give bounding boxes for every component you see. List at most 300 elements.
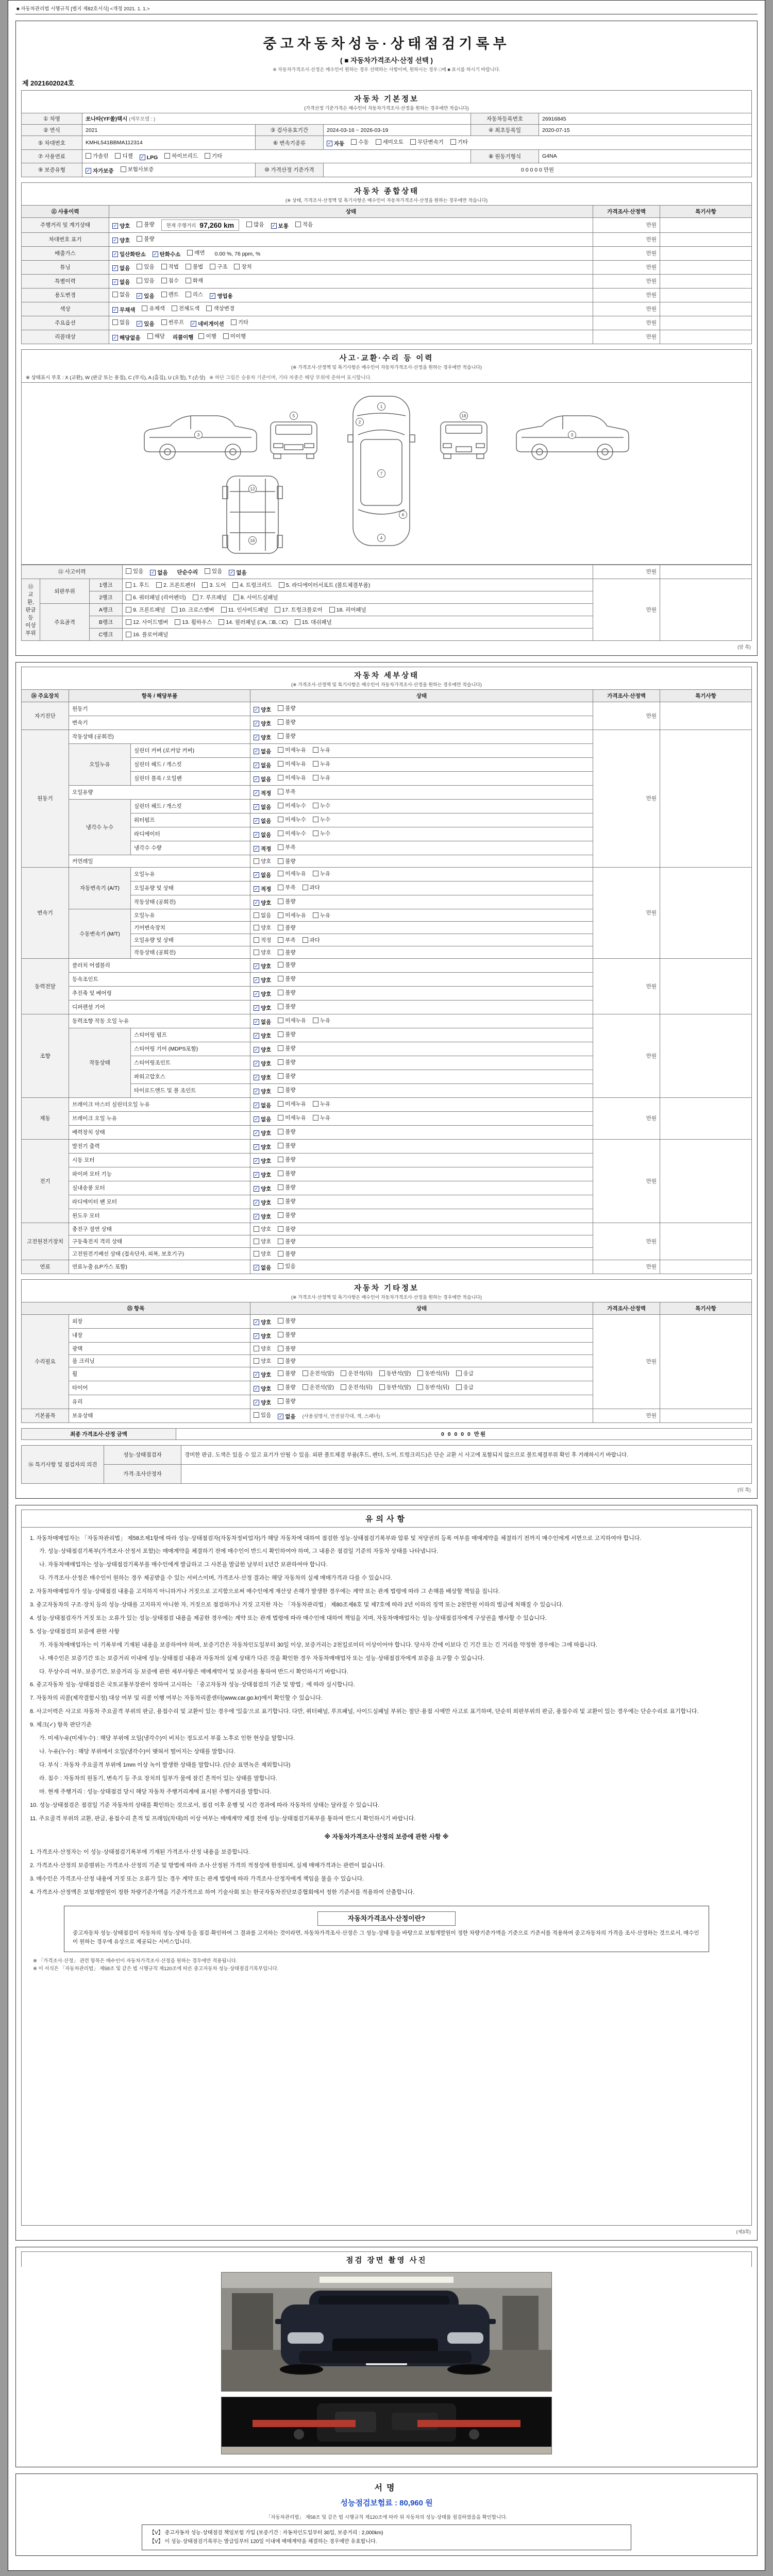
vehicle-name-value: 쏘나타(YF쏠)택시 (세부모델 : ): [82, 113, 471, 125]
checkbox-unchecked[interactable]: 불량: [278, 975, 295, 982]
checkbox-checked[interactable]: ✓ 있음: [138, 320, 155, 327]
status-checkboxes: [250, 986, 593, 1000]
checkbox-checked[interactable]: ✓ 없음: [254, 804, 272, 810]
exchange-damage-label: ⑬ 교환, 판금 등 이상 부위: [22, 579, 40, 640]
item-label: 라디에이터 팬 모터: [69, 1195, 250, 1209]
status-checkboxes: [250, 895, 593, 909]
checkbox-checked[interactable]: ✓ 네비게이션: [191, 320, 224, 327]
checkbox-unchecked[interactable]: 불량: [278, 1238, 295, 1245]
checkbox-checked[interactable]: ✓ 없음: [254, 762, 272, 769]
checkbox-checked[interactable]: ✓ 없음: [254, 1116, 272, 1123]
checkbox-unchecked[interactable]: 무단변속기: [410, 138, 444, 146]
checkbox-checked[interactable]: ✓ 양호: [113, 223, 130, 229]
checkbox-unchecked[interactable]: 불량: [278, 1211, 295, 1219]
checkbox-checked[interactable]: ✓ 자동: [327, 141, 345, 147]
checkbox-unchecked[interactable]: 불량: [278, 1086, 295, 1094]
checkbox-unchecked[interactable]: 누유: [313, 1016, 330, 1024]
overall-status-row: [22, 274, 752, 288]
status-checkboxes: [250, 1367, 593, 1381]
checkbox-checked[interactable]: ✓ 양호: [254, 1060, 272, 1067]
field-label: ⑦ 사용연료: [22, 150, 82, 163]
checkbox-unchecked[interactable]: 양호: [254, 857, 271, 865]
checkbox-checked[interactable]: ✓ 양호: [113, 237, 130, 244]
checkbox-unchecked[interactable]: 불량: [278, 1156, 295, 1163]
checkbox-unchecked[interactable]: 누유: [313, 870, 330, 877]
checkbox-unchecked[interactable]: 해당: [147, 332, 165, 340]
checkbox-checked[interactable]: ✓ 적정: [254, 886, 272, 892]
price-cell: 만원: [593, 1223, 660, 1260]
price-appraisal-definition-box: [64, 1906, 709, 1952]
checkbox-unchecked[interactable]: 불량: [278, 1397, 295, 1405]
checkbox-unchecked[interactable]: 부족: [278, 788, 295, 795]
field-label: ② 연식: [22, 125, 82, 136]
checkbox-unchecked[interactable]: 미세누수: [278, 829, 306, 837]
item-label: 주행거리 및 계기상태: [22, 217, 109, 232]
checkbox-checked[interactable]: ✓ 없음: [113, 279, 130, 285]
notice-paragraph: 1. 가격조사·산정자는 이 성능·상태점검기록부에 기재된 가격조사·산정 내용을 보증합니다.: [30, 1849, 250, 1856]
inspection-insurance-fee: 성능점검보험료 : 80,960 원: [340, 2498, 433, 2507]
checkbox-unchecked[interactable]: 양호: [254, 1238, 271, 1245]
checkbox-checked[interactable]: ✓ 없음: [230, 569, 247, 576]
item-label: 고전원전기배선 상태 (접속단자, 피복, 보호기구): [69, 1247, 250, 1260]
item-label: 브레이크 마스터 실린더오일 누유: [69, 1097, 250, 1111]
notice-paragraph: 3. 중고자동차의 구조·장치 등의 성능·상태를 고지하지 아니한 자, 거짓으로 점검하거나 거짓 고지한 자는 「자동차관리법」 제80조제6호 및 제7호에 따라 2년 이하의 징역 또는 2천만원 이하의 벌금에 처해질 수 있습니다.: [30, 1602, 564, 1608]
price-cell: 만원: [593, 232, 660, 246]
rankA-parts: [123, 603, 593, 616]
checkbox-checked[interactable]: ✓ 양호: [254, 977, 272, 984]
detail-condition-table: [21, 689, 752, 1274]
checkbox-unchecked[interactable]: 불량: [278, 1044, 295, 1052]
status-checkboxes: [250, 881, 593, 895]
checkbox-unchecked[interactable]: 누유: [313, 1114, 330, 1122]
checkbox-unchecked[interactable]: 불량: [278, 1183, 295, 1191]
notice-paragraph: 11. 주요골격 부위의 교환, 판금, 용접수리 흔적 및 프레임(차대)의 이상 여부는 매매계약 체결 전에 성능·상태점검기록부를 통하여 반드시 확인하시기 바랍니다.: [30, 1815, 416, 1822]
checkbox-unchecked[interactable]: 11. 인사이드패널: [221, 606, 268, 614]
item-label: 리콜대상: [22, 330, 109, 344]
checkbox-unchecked[interactable]: 없음: [254, 911, 271, 919]
checkbox-unchecked[interactable]: 렌트: [161, 291, 179, 298]
checkbox-unchecked[interactable]: 부족: [278, 936, 295, 944]
checkbox-unchecked[interactable]: 동반석(앞): [379, 1383, 411, 1391]
overall-status-row: [22, 246, 752, 260]
checkbox-unchecked[interactable]: 유채색: [142, 304, 164, 312]
checkbox-checked[interactable]: ✓ 양호: [254, 1130, 272, 1137]
detail-condition-row: [22, 1260, 752, 1274]
checkbox-unchecked[interactable]: 장치: [234, 263, 251, 270]
checkbox-unchecked[interactable]: 불량: [278, 704, 295, 712]
checkbox-checked[interactable]: ✓ 양호: [254, 706, 272, 713]
checkbox-unchecked[interactable]: 미세누유: [278, 1016, 306, 1024]
checkbox-unchecked[interactable]: 불량: [278, 897, 295, 905]
checkbox-unchecked[interactable]: 과다: [303, 936, 320, 944]
checkbox-checked[interactable]: ✓ 없음: [151, 569, 168, 576]
checkbox-checked[interactable]: ✓ 양호: [254, 1399, 272, 1406]
checkbox-unchecked[interactable]: 불량: [278, 732, 295, 740]
checkbox-checked[interactable]: ✓ 양호: [254, 1088, 272, 1095]
checkbox-unchecked[interactable]: 불량: [278, 1170, 295, 1177]
status-cell: [109, 260, 593, 274]
checkbox-unchecked[interactable]: 불량: [278, 948, 295, 956]
column-header: 상태: [250, 689, 593, 702]
price-cell: 만원: [593, 1139, 660, 1223]
checkbox-unchecked[interactable]: 불량: [278, 1357, 295, 1365]
checkbox-unchecked[interactable]: 동반석(뒤): [417, 1369, 449, 1377]
checkbox-unchecked[interactable]: 색상변경: [206, 304, 234, 312]
checkbox-checked[interactable]: ✓ LPG: [140, 154, 158, 161]
checkbox-checked[interactable]: ✓ 없음: [254, 818, 272, 824]
checkbox-unchecked[interactable]: 부족: [278, 884, 295, 891]
checkbox-unchecked[interactable]: 기타: [231, 318, 248, 326]
device-group-label: 변속기: [22, 867, 69, 958]
status-checkboxes: [250, 909, 593, 921]
note-cell: [660, 274, 752, 288]
checkbox-unchecked[interactable]: 보험사보증: [121, 165, 154, 173]
price-cell: 만원: [593, 246, 660, 260]
price-cell: 만원: [593, 302, 660, 316]
column-header: ⑪ 사용이력: [22, 205, 109, 217]
checkbox-unchecked[interactable]: 양호: [254, 1357, 271, 1365]
checkbox-checked[interactable]: ✓ 양호: [254, 1032, 272, 1039]
checkbox-unchecked[interactable]: 매연: [187, 249, 205, 257]
checkbox-unchecked[interactable]: 응급: [456, 1383, 474, 1391]
checkbox-checked[interactable]: ✓ 양호: [254, 1046, 272, 1053]
checkbox-unchecked[interactable]: 양호: [254, 948, 271, 956]
outer-panel-label: 외판부위: [40, 579, 90, 603]
checkbox-checked[interactable]: ✓ 없음: [254, 748, 272, 755]
status-checkboxes: [250, 1181, 593, 1195]
etc-info-table: [21, 1302, 752, 1423]
checkbox-unchecked[interactable]: 없음: [112, 318, 130, 326]
checkbox-checked[interactable]: ✓ 없음: [254, 1019, 272, 1025]
checkbox-unchecked[interactable]: 구조: [210, 263, 227, 270]
checkbox-unchecked[interactable]: 13. 휠하우스: [175, 618, 212, 626]
notice-paragraph: ※ 자동차가격조사·산정의 보증에 관한 사항 ※: [324, 1833, 449, 1841]
checkbox-unchecked[interactable]: 7. 루프패널: [193, 594, 227, 601]
checkbox-unchecked[interactable]: 있음: [137, 263, 154, 270]
checkbox-unchecked[interactable]: 불량: [278, 718, 295, 726]
device-group-label: 동력전달: [22, 958, 69, 1014]
notice-paragraph: 가. 미세누유(미세누수) : 해당 부위에 오일(냉각수)이 비치는 정도로서 부품 노후로 인한 현상을 말합니다.: [39, 1735, 295, 1742]
note-cell: [660, 1409, 752, 1422]
status-cell: [109, 330, 593, 344]
checkbox-unchecked[interactable]: 양호: [254, 1345, 271, 1352]
checkbox-unchecked[interactable]: 불량: [278, 924, 295, 931]
checkbox-checked[interactable]: ✓ 양호: [254, 1371, 272, 1378]
checkbox-unchecked[interactable]: 응급: [456, 1369, 474, 1377]
checkbox-checked[interactable]: ✓ 양호: [254, 720, 272, 727]
checkbox-unchecked[interactable]: 불량: [278, 857, 295, 865]
checkbox-unchecked[interactable]: 6. 쿼터패널 (리어펜더): [126, 594, 186, 601]
checkbox-unchecked[interactable]: 전체도색: [172, 304, 200, 312]
item-label: 등속조인트: [69, 972, 250, 986]
status-checkboxes: [250, 1153, 593, 1167]
checkbox-unchecked[interactable]: 불량: [278, 1142, 295, 1149]
price-cell: 만원: [593, 579, 660, 640]
checkbox-unchecked[interactable]: 가솔린: [86, 152, 108, 160]
item-label: 작동상태 (공회전): [69, 730, 250, 743]
checkbox-unchecked[interactable]: 2. 프론트펜더: [156, 581, 195, 589]
checkbox-checked[interactable]: ✓ 양호: [254, 1074, 272, 1081]
detail-condition-row: [22, 1097, 752, 1111]
checkbox-unchecked[interactable]: 동반석(앞): [379, 1369, 411, 1377]
checkbox-unchecked[interactable]: 불량: [278, 1003, 295, 1010]
status-checkboxes: [250, 827, 593, 841]
notice-paragraph: 2. 가격조사·산정의 보증범위는 가격조사·산정의 기준 및 방법에 따라 조사·산정된 가격의 적정성에 한정되며, 실제 매매가격과는 관련이 없습니다.: [30, 1862, 385, 1869]
checkbox-unchecked[interactable]: 누수: [313, 829, 330, 837]
checkbox-unchecked[interactable]: 미세누유: [278, 760, 306, 768]
checkbox-unchecked[interactable]: 운전석(뒤): [341, 1383, 373, 1391]
page-marker: (제3쪽): [736, 2229, 751, 2234]
detail-condition-row: [22, 1314, 752, 1328]
inspection-photo-undercarriage: [221, 2397, 552, 2454]
checkbox-unchecked[interactable]: 불량: [278, 1058, 295, 1066]
page-2: [15, 662, 758, 1499]
item-label: 휠: [69, 1367, 250, 1381]
checkbox-unchecked[interactable]: 12. 사이드멤버: [126, 618, 168, 626]
checkbox-checked[interactable]: ✓ 양호: [254, 1213, 272, 1220]
checkbox-unchecked[interactable]: 하이브리드: [164, 152, 198, 160]
status-checkboxes: [250, 1409, 593, 1422]
checkbox-unchecked[interactable]: 미이행: [223, 332, 246, 340]
checkbox-checked[interactable]: ✓ 양호: [254, 1158, 272, 1164]
note-cell: [660, 730, 752, 867]
device-group-label: 원동기: [22, 730, 69, 867]
simple-repair-label: 단순수리: [177, 569, 198, 575]
checkbox-unchecked[interactable]: 미세누유: [278, 870, 306, 877]
checkbox-unchecked[interactable]: 미세누유: [278, 911, 306, 919]
checkbox-checked[interactable]: ✓ 양호: [254, 991, 272, 997]
checkbox-checked[interactable]: ✓ 양호: [254, 1144, 272, 1150]
note-cell: [660, 217, 752, 232]
checkbox-unchecked[interactable]: 있음: [278, 1262, 295, 1270]
checkbox-unchecked[interactable]: 불량: [278, 1317, 295, 1325]
checkbox-unchecked[interactable]: 미세누수: [278, 802, 306, 809]
checkbox-checked[interactable]: ✓ 양호: [254, 734, 272, 741]
checkbox-unchecked[interactable]: 없음: [112, 291, 130, 298]
item-label: 충전구 절연 상태: [69, 1223, 250, 1235]
section-detail-header: [21, 667, 752, 689]
checkbox-checked[interactable]: ✓ 있음: [138, 293, 155, 299]
checkbox-unchecked[interactable]: 누유: [313, 911, 330, 919]
status-checkboxes: [250, 1328, 593, 1342]
checkbox-checked[interactable]: ✓ 양호: [254, 1185, 272, 1192]
footnotes: ※ 「가격조사·산정」 관련 항목은 매수인이 자동차가격조사·산정을 원하는 경우에만 적용됩니다. ※ 이 서식은 「자동차관리법」 제58조 및 같은 법 시행규칙 제120조에 따른 중고자동차 성능·상태점검기록부입니다.: [33, 1958, 279, 1972]
item-label: 색상: [22, 302, 109, 316]
notices-title: 유의사항: [21, 1510, 752, 1528]
checkbox-unchecked[interactable]: 적정: [254, 936, 271, 944]
checkbox-unchecked[interactable]: 누유: [313, 760, 330, 768]
checkbox-unchecked[interactable]: 운전석(뒤): [341, 1369, 373, 1377]
column-header: 가격조사·산정액: [593, 689, 660, 702]
price-cell: 만원: [593, 1409, 660, 1422]
checkbox-unchecked[interactable]: 10. 크로스멤버: [172, 606, 214, 614]
checkbox-unchecked[interactable]: 1. 후드: [126, 581, 149, 589]
document-subtitle-note: ※ 자동차가격조사·산정은 매수인이 원하는 경우 선택하는 사항이며, 원하시는 경우 □에 ■ 표시를 하시기 바랍니다.: [273, 67, 500, 72]
price-cell: 만원: [593, 274, 660, 288]
checkbox-unchecked[interactable]: 많음: [246, 221, 264, 228]
checkbox-unchecked[interactable]: 운전석(앞): [303, 1369, 334, 1377]
checkbox-unchecked[interactable]: 불량: [278, 1225, 295, 1233]
checkbox-unchecked[interactable]: 세미오토: [376, 138, 404, 146]
checkbox-unchecked[interactable]: 불량: [278, 1128, 295, 1136]
checkbox-unchecked[interactable]: 불량: [137, 221, 154, 228]
checkbox-unchecked[interactable]: 누유: [313, 746, 330, 754]
checkbox-unchecked[interactable]: 5. 라디에이터서포트 (볼트체결부품): [279, 581, 371, 589]
checkbox-unchecked[interactable]: 미세누유: [278, 1114, 306, 1122]
signature-section: [15, 2473, 758, 2556]
checkbox-unchecked[interactable]: 14. 필러패널 (□A, □B, □C): [219, 618, 288, 626]
status-checkboxes: [250, 1395, 593, 1409]
checkbox-checked[interactable]: ✓ 양호: [254, 1172, 272, 1178]
checkbox-unchecked[interactable]: 불량: [278, 1345, 295, 1352]
checkbox-unchecked[interactable]: 양호: [254, 1225, 271, 1233]
item-label: 와이퍼 모터 기능: [69, 1167, 250, 1181]
car-damage-diagram: [21, 383, 752, 565]
checkbox-unchecked[interactable]: 불량: [278, 1197, 295, 1205]
document-subtitle: ( ■ 자동차가격조사·산정 선택 ): [340, 57, 433, 64]
checkbox-checked[interactable]: ✓ 없음: [254, 1102, 272, 1109]
checkbox-unchecked[interactable]: 4. 트렁크리드: [232, 581, 272, 589]
column-header: 항목 / 해당부품: [69, 689, 250, 702]
inspector-role-label: 성능·상태점검자: [104, 1445, 181, 1464]
checkbox-unchecked[interactable]: 적법: [161, 263, 179, 270]
checkbox-unchecked[interactable]: 불량: [278, 1250, 295, 1258]
checkbox-unchecked[interactable]: 디젤: [115, 152, 132, 160]
price-cell: 만원: [593, 260, 660, 274]
checkbox-unchecked[interactable]: 누수: [313, 816, 330, 823]
checkbox-unchecked[interactable]: 기타: [205, 152, 222, 160]
checkbox-checked[interactable]: ✓ 없음: [279, 1413, 296, 1420]
checkbox-unchecked[interactable]: 있음: [254, 1411, 271, 1419]
checkbox-unchecked[interactable]: 불량: [137, 235, 154, 243]
notice-paragraph: 10. 성능·상태점검은 점검일 기준 자동차의 상태를 확인하는 것으로서, 점검 이후 운행 및 시간 경과에 따라 자동차의 상태는 달라질 수 있습니다.: [30, 1802, 380, 1808]
checkbox-unchecked[interactable]: 16. 플로어패널: [126, 631, 168, 638]
rank2-parts: [123, 591, 593, 603]
checkbox-unchecked[interactable]: 이행: [198, 332, 216, 340]
checkbox-unchecked[interactable]: 18. 리어패널: [329, 606, 366, 614]
checkbox-checked[interactable]: ✓ 적정: [254, 845, 272, 852]
checkbox-checked[interactable]: ✓ 양호: [254, 1319, 272, 1326]
item-label: 브레이크 오일 누유: [69, 1111, 250, 1125]
checkbox-unchecked[interactable]: 17. 트렁크플로어: [275, 606, 322, 614]
checkbox-unchecked[interactable]: 동반석(뒤): [417, 1383, 449, 1391]
checkbox-unchecked[interactable]: 과다: [303, 884, 320, 891]
page-marker: (앞 쪽): [737, 644, 751, 650]
checkbox-unchecked[interactable]: 누유: [313, 774, 330, 782]
panel-number-markers: [195, 402, 576, 544]
checkbox-unchecked[interactable]: 미세누유: [278, 774, 306, 782]
checkbox-unchecked[interactable]: 부족: [278, 843, 295, 851]
checkbox-unchecked[interactable]: 화재: [186, 277, 203, 284]
checkbox-checked[interactable]: ✓ 양호: [254, 1385, 272, 1392]
price-cell: 만원: [593, 1260, 660, 1274]
checkbox-checked[interactable]: ✓ 무채색: [113, 307, 136, 313]
checkbox-unchecked[interactable]: 불량: [278, 1072, 295, 1080]
checkbox-unchecked[interactable]: 3. 도어: [202, 581, 226, 589]
checkbox-checked[interactable]: ✓ 없음: [113, 265, 130, 272]
checkbox-checked[interactable]: ✓ 없음: [254, 832, 272, 838]
checkbox-unchecked[interactable]: 불량: [278, 1030, 295, 1038]
checkbox-unchecked[interactable]: 있음: [205, 567, 222, 575]
checkbox-unchecked[interactable]: 양호: [254, 1250, 271, 1258]
checkbox-checked[interactable]: ✓ 적정: [254, 790, 272, 796]
section-photos-header: [21, 2251, 752, 2267]
document-title: 중고자동차성능·상태점검기록부: [263, 36, 510, 52]
checkbox-unchecked[interactable]: 불량: [278, 1383, 295, 1391]
checkbox-unchecked[interactable]: 불량: [278, 989, 295, 996]
status-checkboxes: [250, 855, 593, 867]
status-checkboxes: [250, 1070, 593, 1083]
checkbox-unchecked[interactable]: 침수: [161, 277, 179, 284]
checkbox-unchecked[interactable]: 적음: [295, 221, 313, 228]
checkbox-unchecked[interactable]: 있음: [137, 277, 154, 284]
checkbox-unchecked[interactable]: 썬루프: [161, 318, 184, 326]
checkbox-unchecked[interactable]: 운전석(앞): [303, 1383, 334, 1391]
checkbox-checked[interactable]: ✓ 해당없음: [113, 334, 141, 341]
checkbox-unchecked[interactable]: 불량: [278, 1369, 295, 1377]
checkbox-checked[interactable]: ✓ 없음: [254, 1264, 272, 1271]
status-checkboxes: [250, 1209, 593, 1223]
overall-status-row: [22, 302, 752, 316]
checkbox-unchecked[interactable]: 미세누유: [278, 1100, 306, 1108]
checkbox-unchecked[interactable]: 불법: [186, 263, 203, 270]
checkbox-unchecked[interactable]: 불량: [278, 1331, 295, 1338]
checkbox-checked[interactable]: ✓ 탄화수소: [153, 251, 181, 258]
svg-text:3: 3: [197, 432, 200, 437]
checkbox-unchecked[interactable]: 있음: [126, 567, 143, 575]
section-note: (※ 가격조사·산정액 및 특기사항은 매수인이 자동차가격조사·산정을 원하는 경우에만 적습니다): [291, 682, 482, 687]
status-checkboxes: [250, 841, 593, 855]
item-label: 작동상태 (공회전): [131, 895, 250, 909]
checkbox-unchecked[interactable]: 양호: [254, 924, 271, 931]
checkbox-unchecked[interactable]: 누유: [313, 1100, 330, 1108]
checkbox-unchecked[interactable]: 미세누수: [278, 816, 306, 823]
checkbox-unchecked[interactable]: 9. 프론트패널: [126, 606, 165, 614]
note-cell: [660, 302, 752, 316]
checkbox-checked[interactable]: ✓ 양호: [254, 1199, 272, 1206]
checkbox-checked[interactable]: ✓ 양호: [254, 1333, 272, 1340]
checkbox-unchecked[interactable]: 리스: [186, 291, 203, 298]
base-price-value: 0 0 0 0 0 만원: [324, 163, 752, 177]
detail-condition-row: [22, 1139, 752, 1153]
sub-label: 리콜이행: [172, 334, 194, 341]
item-label: 디퍼렌셜 기어: [69, 1000, 250, 1014]
column-header: ⑮ 항목: [22, 1302, 250, 1314]
checkbox-checked[interactable]: ✓ 양호: [254, 963, 272, 970]
checkbox-checked[interactable]: ✓ 영업용: [210, 293, 233, 299]
checkbox-checked[interactable]: ✓ 양호: [254, 1005, 272, 1011]
checkbox-checked[interactable]: ✓ 없음: [254, 872, 272, 878]
checkbox-unchecked[interactable]: 15. 대쉬패널: [295, 618, 332, 626]
checkbox-unchecked[interactable]: 수동: [351, 138, 368, 146]
item-label: 배출가스: [22, 246, 109, 260]
checkbox-checked[interactable]: ✓ 일산화탄소: [113, 251, 146, 258]
checkbox-checked[interactable]: ✓ 보통: [272, 223, 289, 229]
item-label: 특별이력: [22, 274, 109, 288]
checkbox-unchecked[interactable]: 불량: [278, 961, 295, 969]
status-checkboxes: [250, 1195, 593, 1209]
checkbox-unchecked[interactable]: 누수: [313, 802, 330, 809]
status-checkboxes: [250, 946, 593, 958]
svg-text:16: 16: [250, 538, 255, 543]
checkbox-checked[interactable]: ✓ 양호: [254, 900, 272, 906]
checkbox-checked[interactable]: ✓ 자가보증: [86, 167, 114, 174]
diagram-legend: ※ 상태표시 부호 : X (교환), W (판금 또는 용접), C (부식), A (흠집), U (요철), T (손상) ※ 하단 그림은 승용차 기준이며, 기타 차종은 해당 부위에 준하여 표시합니다.: [21, 372, 752, 383]
checkbox-unchecked[interactable]: 기타: [450, 138, 468, 146]
checkbox-unchecked[interactable]: 8. 사이드실패널: [233, 594, 278, 601]
checkbox-unchecked[interactable]: 미세누유: [278, 746, 306, 754]
checkbox-checked[interactable]: ✓ 없음: [254, 776, 272, 783]
